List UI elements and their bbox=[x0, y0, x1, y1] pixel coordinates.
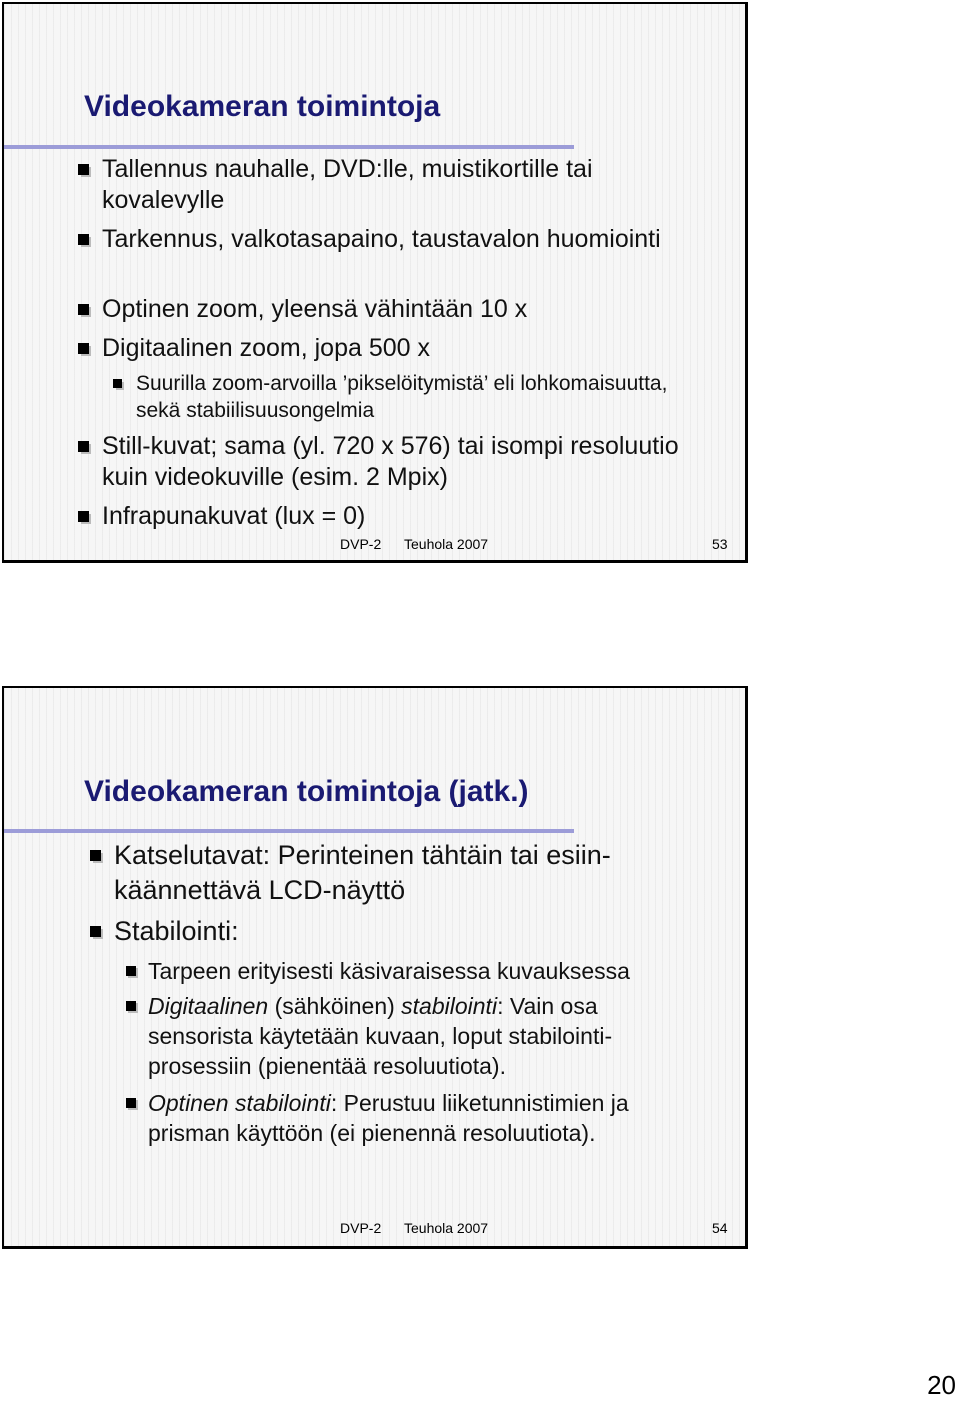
footer-course: DVP-2 bbox=[340, 1220, 382, 1236]
sub-bullet-item: Digitaalinen (sähköinen) stabilointi: Vain osa sensorista käytetään kuvaan, loput stabilointi-prosessiin (pienentää resoluutiota). bbox=[126, 991, 696, 1081]
slide-title: Videokameran toimintoja (jatk.) bbox=[84, 775, 529, 808]
sub-bullet-item: Optinen stabilointi: Perustuu liiketunnistimien ja prisman käyttöön (ei pienennä resoluutiota). bbox=[126, 1088, 696, 1148]
bullet-item: Tarkennus, valkotasapaino, taustavalon huomiointi bbox=[78, 224, 698, 255]
bullet-item: Still-kuvat; sama (yl. 720 x 576) tai isompi resoluutio kuin videokuville (esim. 2 Mpix) bbox=[78, 431, 698, 493]
footer-course: DVP-2 bbox=[340, 536, 382, 552]
slide-54 bbox=[2, 686, 748, 1249]
footer-slide-number: 53 bbox=[712, 536, 728, 552]
bullet-item: Tallennus nauhalle, DVD:lle, muistikortille tai kovalevylle bbox=[78, 154, 698, 216]
square-bullet-icon bbox=[113, 379, 122, 388]
sub-bullet-item: Tarpeen erityisesti käsivaraisessa kuvauksessa bbox=[126, 956, 696, 986]
square-bullet-icon bbox=[126, 966, 136, 976]
bullet-item: Stabilointi: bbox=[90, 914, 670, 949]
square-bullet-icon bbox=[78, 304, 89, 315]
square-bullet-icon bbox=[78, 511, 89, 522]
bullet-item: Digitaalinen zoom, jopa 500 x bbox=[78, 333, 698, 364]
page-number: 20 bbox=[927, 1370, 956, 1400]
square-bullet-icon bbox=[78, 441, 89, 452]
title-underline bbox=[4, 145, 574, 149]
slide-title: Videokameran toimintoja bbox=[84, 90, 441, 123]
bullet-item: Katselutavat: Perinteinen tähtäin tai esiin-käännettävä LCD-näyttö bbox=[90, 838, 670, 908]
title-underline bbox=[4, 829, 574, 833]
footer-slide-number: 54 bbox=[712, 1220, 728, 1236]
square-bullet-icon bbox=[78, 164, 89, 175]
square-bullet-icon bbox=[126, 1098, 136, 1108]
square-bullet-icon bbox=[78, 234, 89, 245]
square-bullet-icon bbox=[90, 850, 101, 861]
bullet-item: Optinen zoom, yleensä vähintään 10 x bbox=[78, 294, 698, 325]
square-bullet-icon bbox=[90, 926, 101, 937]
square-bullet-icon bbox=[78, 343, 89, 354]
footer-author: Teuhola 2007 bbox=[404, 536, 489, 552]
square-bullet-icon bbox=[126, 1001, 136, 1011]
slide-53 bbox=[2, 2, 748, 563]
footer-author: Teuhola 2007 bbox=[404, 1220, 489, 1236]
bullet-item: Infrapunakuvat (lux = 0) bbox=[78, 501, 698, 532]
sub-bullet-item: Suurilla zoom-arvoilla ’pikselöitymistä’ eli lohkomaisuutta, sekä stabiilisuusongelmia bbox=[113, 370, 673, 424]
